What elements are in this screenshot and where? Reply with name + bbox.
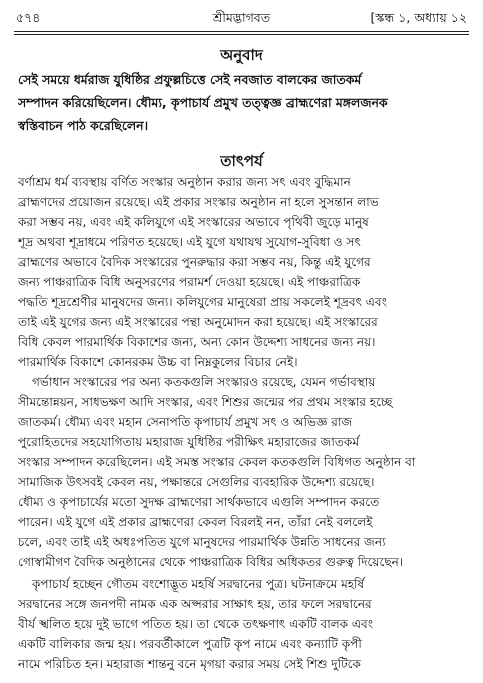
text-line: ধৌম্য ও কৃপাচার্যের মতো সুদক্ষ ব্রাহ্মণেরা সার্থকভাবে এগুলি সম্পাদন করতে (18, 495, 380, 509)
text-line: নামে পরিচিত হন। মহারাজ শান্তনু বনে মৃগয়া করার সময় সেই শিশু দুটিকে (18, 657, 361, 671)
text-line: বীর্য স্খলিত হয়ে দুই ভাগে পতিত হয়। তা থেকে তৎক্ষণাৎ একটি বালক এবং (18, 617, 373, 631)
page-header (14, 8, 469, 30)
translation-heading: অনুবাদ (220, 46, 263, 64)
text-line: একটি বালিকার জন্ম হয়। পরবর্তীকালে পুত্রটি কৃপ নামে এবং কন্যাটি কৃপী (18, 637, 362, 651)
text-line: পারমার্থিক বিকাশে কোনরকম উচ্চ বা নিম্নকুলের বিচার নেই। (18, 355, 298, 369)
text-line: তাই এই যুগের জন্য এই সংস্কারের পন্থা অনুমোদন করা হয়েছে। এই সংস্কারের (18, 315, 378, 329)
text-line: পদ্ধতি শূদ্রশ্রেণীর মানুষদের জন্য। কলিযুগের মানুষেরা প্রায় সকলেই শূদ্রবৎ এবং (18, 295, 387, 309)
text-line: সীমন্তোন্নয়ন, সাধভক্ষণ আদি সংস্কার, এবং শিশুর জন্মের পর প্রথম সংস্কার হচ্ছে (18, 395, 393, 409)
text-line: ব্রাহ্মণদের প্রয়োজন রয়েছে। এই প্রকার সংস্কার অনুষ্ঠান না হলে সুসন্তান লাভ (18, 195, 379, 209)
page-number: ৫৭৪ (16, 10, 41, 25)
text-line: বর্ণাশ্রম ধর্ম ব্যবস্থায় বর্ণিত সংস্কার অনুষ্ঠান করার জন্য সৎ এবং বুদ্ধিমান (18, 175, 351, 189)
text-line: সরদ্বানের সঙ্গে জনপদী নামক এক অপ্সরার সাক্ষাৎ হয়, তার ফলে সরদ্বানের (18, 597, 372, 611)
book-title: শ্রীমদ্ভাগবত (212, 10, 271, 25)
text-line: জন্য পাঞ্চরাত্রিক বিধি অনুসরণের পরামর্শ দেওয়া হয়েছে। এই পাঞ্চরাত্রিক (18, 275, 361, 289)
text-line: সম্পাদন করিয়েছিলেন। ধৌম্য, কৃপাচার্য প্রমুখ তত্ত্বজ্ঞ ব্রাহ্মণেরা মঙ্গলজনক (18, 95, 388, 110)
text-line: করা সম্ভব নয়, এবং এই কলিযুগে এই সংস্কারের অভাবে পৃথিবী জুড়ে মানুষ (18, 215, 369, 229)
text-line: সামাজিক উৎসবই কেবল নয়, পক্ষান্তরে সেগুলির ব্যবহারিক উদ্দেশ্য রয়েছে। (18, 475, 375, 489)
text-line: কৃপাচার্য হচ্ছেন গৌতম বংশোদ্ভূত মহর্ষি সরদ্বানের পুত্র। ঘটনাক্রমে মহর্ষি (32, 577, 365, 591)
translation-text (18, 68, 465, 137)
text-line: জাতকর্ম। ধৌম্য এবং মহান সেনাপতি কৃপাচার্য প্রমুখ সৎ ও অভিজ্ঞ রাজ (18, 415, 353, 429)
text-line: স্বস্তিবাচন পাঠ করেছিলেন। (18, 118, 148, 133)
text-line: গোস্বামীগণ বৈদিক অনুষ্ঠানের থেকে পাঞ্চরাত্রিক বিধির অধিকতর গুরুত্ব দিয়েছেন। (18, 555, 404, 569)
text-line: চলে, এবং তাই এই অধঃপতিত যুগে মানুষদের পারমার্থিক উন্নতি সাধনের জন্য (18, 535, 386, 549)
text-line: পারেন। এই যুগে এই প্রকার ব্রাহ্মণেরা কেবল বিরলই নন, তাঁরা নেই বললেই (18, 515, 373, 529)
text-line: শূদ্র অথবা শূদ্রাধমে পরিণত হয়েছে। এই যুগে যথাযথ সুযোগ-সুবিধা ও সৎ (18, 235, 361, 249)
text-line: পুরোহিতদের সহযোগিতায় মহারাজ যুধিষ্ঠির পরীক্ষিৎ মহারাজের জাতকর্ম (18, 435, 360, 449)
text-line: গর্ভাধান সংস্কারের পর অন্য কতকগুলি সংস্কারও রয়েছে, যেমন গর্ভাবস্থায় (32, 375, 376, 389)
text-line: ব্রাহ্মণের অভাবে বৈদিক সংস্কারের পুনরুদ্ধার করা সম্ভব নয়, কিন্তু এই যুগের (18, 255, 371, 269)
header-rule-double (14, 34, 469, 35)
purport-heading: তাৎপর্য (220, 152, 263, 170)
header-rule (14, 31, 469, 32)
text-line: সংস্কার সম্পাদন করেছিলেন। এই সমস্ত সংস্কার কেবল কতকগুলি বিধিগত অনুষ্ঠান বা (18, 455, 416, 469)
purport-paragraph-2 (18, 372, 465, 572)
text-line: সেই সময়ে ধর্মরাজ যুধিষ্ঠির প্রফুল্লচিত্তে সেই নবজাত বালকের জাতকর্ম (18, 72, 362, 87)
purport-paragraph-3 (18, 574, 465, 674)
chapter-reference: [স্কন্ধ ১, অধ্যায় ১২ (370, 10, 467, 25)
text-line: বিধি কেবল পারমার্থিক বিকাশের জন্য, অন্য কোন উদ্দেশ্য সাধনের জন্য নয়। (18, 335, 376, 349)
purport-paragraph-1 (18, 172, 465, 372)
